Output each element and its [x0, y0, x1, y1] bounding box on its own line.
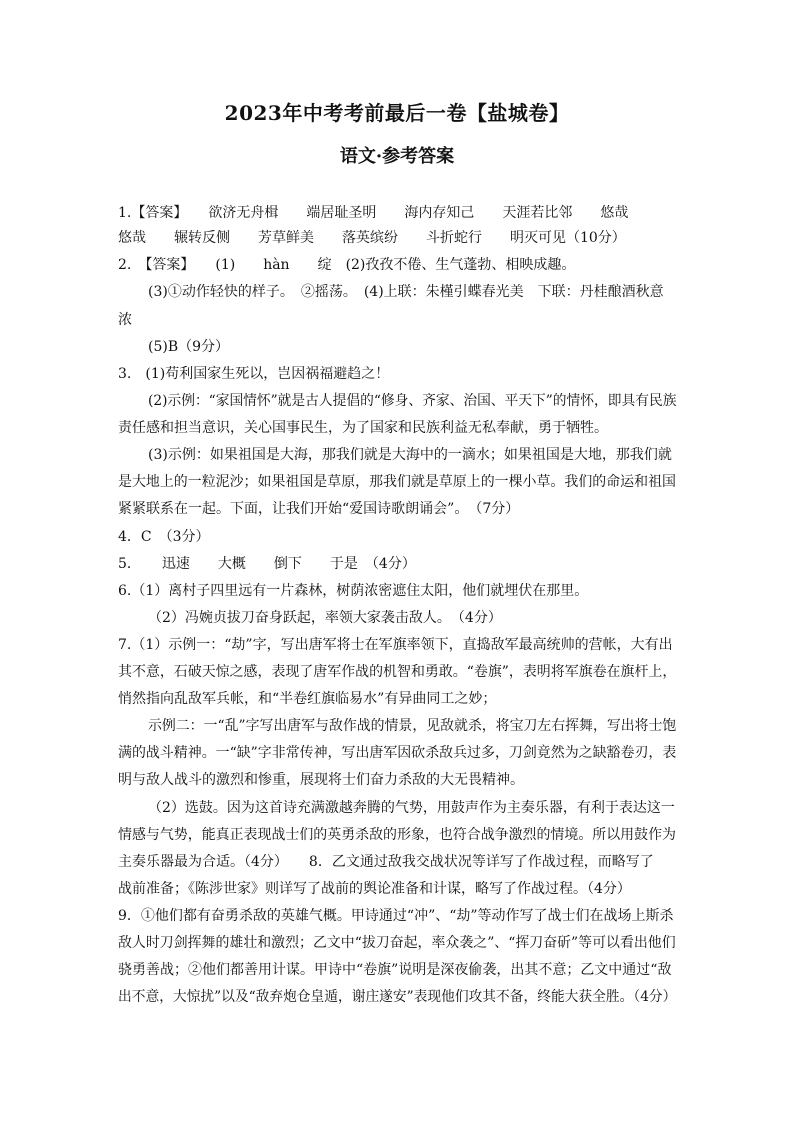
answer-line: (3)示例：如果祖国是大海，那我们就是大海中的一滴水；如果祖国是大地，那我们就 [148, 447, 672, 463]
answer-line: 明与敌人战斗的激烈和惨重，展现将士们奋力杀敌的大无畏精神。 [118, 772, 524, 788]
answer-line: 6.（1）离村子四里远有一片森林，树荫浓密遮住太阳，他们就埋伏在那里。 [118, 583, 589, 599]
answer-line: （2）选鼓。因为这首诗充满激越奔腾的气势，用鼓声作为主奏乐器，有利于表达这一 [148, 800, 675, 816]
answer-line: （2）冯婉贞拔刀奋身跃起，率领大家袭击敌人。 （4分） [148, 610, 502, 626]
answer-line: 2. 【答案】 (1) hàn 绽 (2)孜孜不倦、生气蓬勃、相映成趣。 [118, 257, 576, 273]
answer-line: 浓 [118, 312, 132, 328]
answer-line: 战前准备；《陈涉世家》则详写了战前的舆论准备和计谋，略写了作战过程。（4分） [118, 881, 631, 897]
answer-line: 主奏乐器最为合适。（4分） 8．乙文通过敌我交战状况等详写了作战过程，而略写了 [118, 854, 654, 870]
page-subtitle: 语文·参考答案 [339, 146, 455, 167]
answer-line: 4．C （3分） [118, 529, 210, 545]
answer-line: 悄然指向乱敌军兵帐，和“半卷红旗临易水”有异曲同工之妙； [118, 691, 497, 707]
page-title: 2023年中考考前最后一卷【盐城卷】 [224, 101, 570, 125]
answer-line: 情感与气势，能真正表现战士们的英勇杀敌的形象，也符合战争激烈的情境。所以用鼓作为 [118, 827, 676, 843]
answer-line: 5． 迅速 大概 倒下 于是 （4分） [118, 556, 416, 572]
answer-line: 悠哉 辗转反侧 芳草鲜美 落英缤纷 斗折蛇行 明灭可见（10分） [118, 230, 626, 246]
answer-line: 9．①他们都有奋勇杀敌的英雄气概。甲诗通过“冲”、“劫”等动作写了战士们在战场上斯杀 [118, 908, 674, 924]
answer-line: 骁勇善战；②他们都善用计谋。甲诗中“卷旗”说明是深夜偷袭，出其不意；乙文中通过“敌 [118, 962, 672, 978]
answer-line: 3. (1)苟利国家生死以，岂因祸福避趋之！ [118, 366, 390, 382]
answer-line: (2)示例：“家国情怀”就是古人提倡的“修身、齐家、治国、平天下”的情怀，即具有民族 [148, 393, 677, 409]
answer-line: (5)B（9分） [148, 339, 230, 355]
answer-line: 敌人时刀剑挥舞的雄壮和激烈；乙文中“拔刀奋起，率众袭之”、“挥刀奋斫”等可以看出他们 [118, 935, 676, 951]
answer-line: 满的战斗精神。一“缺”字非常传神，写出唐军因砍杀敌兵过多，刀剑竟然为之缺豁卷刃，表 [118, 745, 677, 761]
answer-line: 1.【答案】 欲济无舟楫 端居耻圣明 海内存知己 天涯若比邻 悠哉 [118, 205, 629, 221]
answer-line: 出不意，大惊扰”以及“敌弃炮仓皇遁，谢庄遂安”表现他们攻其不备，终能大获全胜。（4分） [118, 989, 677, 1005]
answer-line: 责任感和担当意识，关心国事民生，为了国家和民族利益无私奉献，勇于牺牲。 [118, 420, 608, 436]
answer-line: 紧紧联系在一起。下面，让我们开始“爱国诗歌朗诵会”。 （7分） [118, 501, 520, 517]
answer-line: 7.（1）示例一：“劫”字，写出唐军将士在军旗率领下，直捣敌军最高统帅的营帐，大有出 [118, 637, 673, 653]
answer-line: 是大地上的一粒泥沙；如果祖国是草原，那我们就是草原上的一棵小草。我们的命运和祖国 [118, 474, 676, 490]
answer-line: (3)①动作轻快的样子。 ②摇荡。 (4)上联：朱槿引蝶春光美 下联：丹桂酿酒秋意 [148, 284, 664, 300]
answer-line: 示例二：一“乱”字写出唐军与敌作战的情景，见敌就杀，将宝刀左右挥舞，写出将士饱 [148, 718, 677, 734]
answer-line: 其不意，石破天惊之感，表现了唐军作战的机智和勇敢。“卷旗”，表明将军旗卷在旗杆上， [118, 664, 677, 680]
